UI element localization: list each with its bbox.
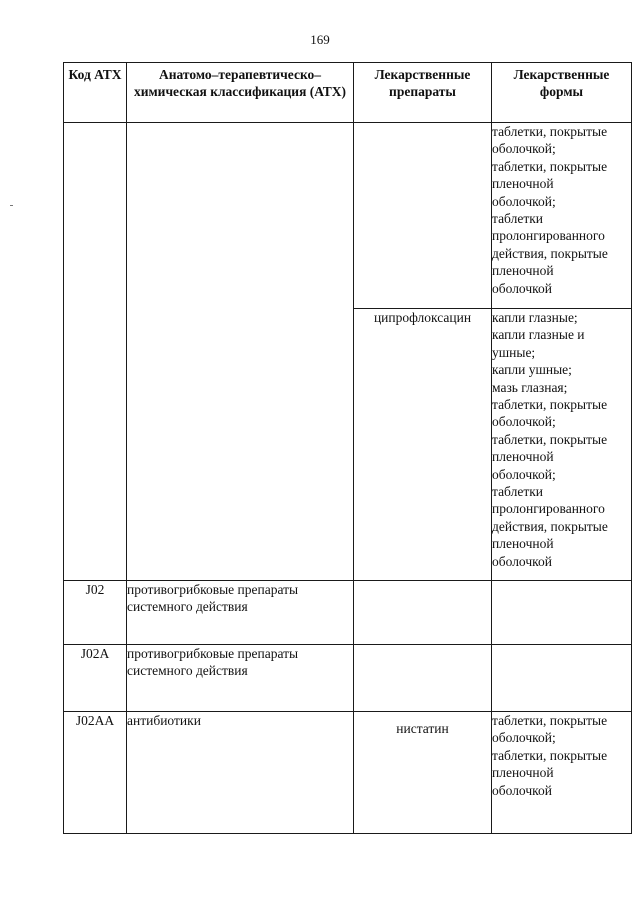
form-line: мазь глазная; (492, 379, 568, 395)
cell-forms (492, 309, 632, 581)
cell-code (64, 123, 127, 581)
cell-drug (354, 645, 492, 712)
table-row (64, 645, 632, 712)
cell-classification: противогрибковые препараты системного действия (127, 645, 354, 712)
form-line: таблетки (492, 484, 544, 500)
form-line: пролонгированного (492, 228, 605, 244)
form-line: действия, покрытые (492, 518, 608, 534)
scan-artifact (10, 205, 13, 206)
form-line: пленочной (492, 536, 554, 552)
form-line: ушные; (492, 344, 536, 360)
cell-drug (354, 123, 492, 309)
cell-classification (127, 123, 354, 581)
form-line: пленочной (492, 449, 554, 465)
form-line: пленочной (492, 176, 554, 192)
cell-forms (492, 581, 632, 645)
table-row (64, 712, 632, 834)
form-line: оболочкой; (492, 141, 556, 157)
cell-forms (492, 645, 632, 712)
form-line: капли глазные и (492, 327, 585, 343)
table-row (64, 123, 632, 309)
cell-drug: нистатин (354, 712, 492, 834)
form-line: таблетки, покрытые (492, 747, 608, 763)
header-code: Код АТХ (64, 63, 127, 123)
form-line: оболочкой; (492, 730, 556, 746)
cell-forms (492, 123, 632, 309)
form-line: оболочкой (492, 280, 552, 296)
header-drugs: Лекарственные препараты (354, 63, 492, 123)
form-line: капли ушные; (492, 362, 572, 378)
table-header-row (64, 63, 632, 123)
cell-classification: антибиотики (127, 712, 354, 834)
form-line: оболочкой; (492, 414, 556, 430)
form-line: оболочкой; (492, 466, 556, 482)
cell-code: J02AA (64, 712, 127, 834)
header-forms: Лекарственные формы (492, 63, 632, 123)
form-line: действия, покрытые (492, 245, 608, 261)
header-classification: Анатомо–терапевтическо–химическая классификация (АТХ) (127, 63, 354, 123)
form-line: таблетки, покрытые (492, 124, 608, 139)
form-line: оболочкой (492, 782, 552, 798)
form-line: пролонгированного (492, 501, 605, 517)
form-line: оболочкой; (492, 193, 556, 209)
form-line: пленочной (492, 765, 554, 781)
form-line: таблетки (492, 211, 544, 227)
atx-drug-table (63, 62, 632, 834)
cell-drug (354, 581, 492, 645)
form-line: оболочкой (492, 553, 552, 569)
form-line: таблетки, покрытые (492, 431, 608, 447)
table-row (64, 581, 632, 645)
cell-drug: ципрофлоксацин (354, 309, 492, 581)
cell-code: J02A (64, 645, 127, 712)
form-line: капли глазные; (492, 310, 578, 325)
cell-code: J02 (64, 581, 127, 645)
form-line: таблетки, покрытые (492, 158, 608, 174)
cell-forms (492, 712, 632, 834)
form-line: таблетки, покрытые (492, 713, 608, 728)
form-line: пленочной (492, 263, 554, 279)
form-line: таблетки, покрытые (492, 397, 608, 413)
page-number: 169 (310, 32, 330, 47)
cell-classification: противогрибковые препараты системного действия (127, 581, 354, 645)
